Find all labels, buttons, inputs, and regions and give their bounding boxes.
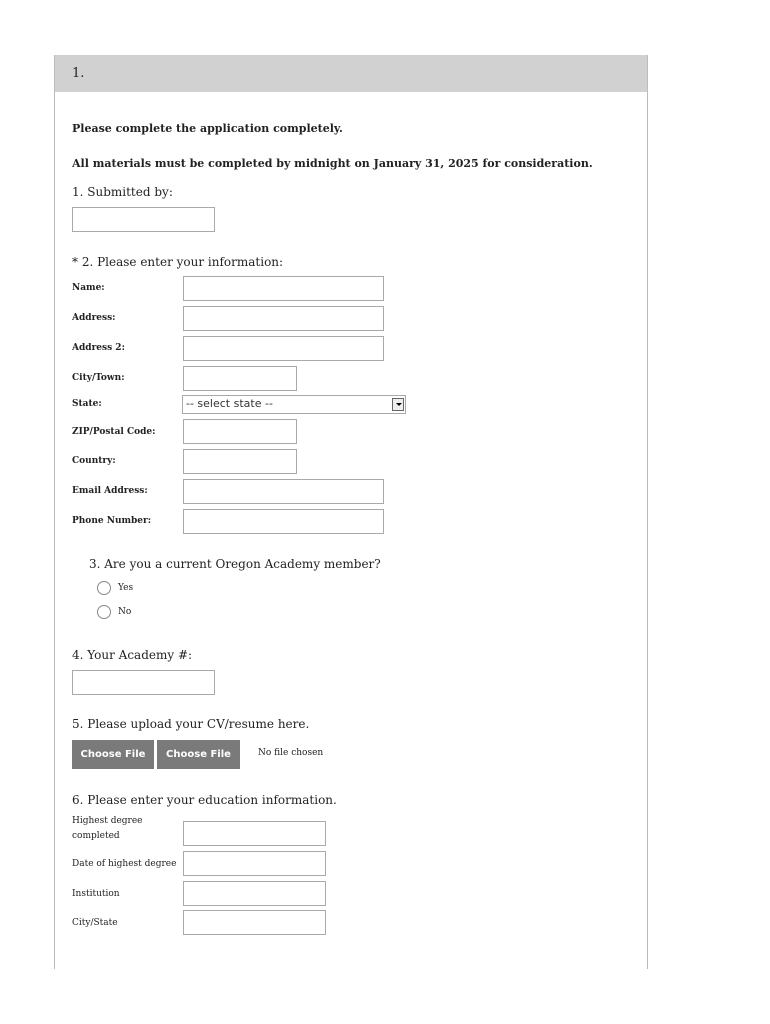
- q6-label: 6. Please enter your education information.: [72, 793, 337, 807]
- page-number: 1.: [72, 66, 85, 81]
- file-status: No file chosen: [258, 748, 324, 758]
- q2-label: * 2. Please enter your information:: [72, 255, 284, 269]
- institution-label: Institution: [72, 889, 120, 899]
- name-label: Name:: [72, 283, 105, 293]
- country-input[interactable]: [183, 449, 297, 474]
- zip-input[interactable]: [183, 419, 297, 444]
- degree-label: Highest degree completed: [72, 816, 143, 841]
- name-input[interactable]: [183, 276, 384, 301]
- phone-label: Phone Number:: [72, 516, 152, 526]
- member-yes-radio[interactable]: [97, 581, 111, 595]
- email-label: Email Address:: [72, 486, 148, 496]
- address2-label: Address 2:: [72, 343, 125, 353]
- country-label: Country:: [72, 456, 116, 466]
- q1-label: 1. Submitted by:: [72, 185, 173, 199]
- intro-line-2: All materials must be completed by midnight on January 31, 2025 for consideration.: [72, 157, 593, 170]
- city-label: City/Town:: [72, 373, 125, 383]
- state-select-value: -- select state --: [186, 397, 273, 410]
- choose-file-button-2[interactable]: Choose File: [157, 740, 240, 769]
- phone-input[interactable]: [183, 509, 384, 534]
- chevron-down-icon[interactable]: [392, 398, 404, 411]
- state-label: State:: [72, 399, 102, 409]
- degree-date-input[interactable]: [183, 851, 326, 876]
- institution-input[interactable]: [183, 881, 326, 906]
- submitted-by-input[interactable]: [72, 207, 215, 232]
- member-no-label: No: [118, 607, 132, 617]
- zip-label: ZIP/Postal Code:: [72, 427, 156, 437]
- member-yes-label: Yes: [118, 583, 134, 593]
- intro-line-1: Please complete the application completely.: [72, 122, 343, 135]
- edu-city-state-input[interactable]: [183, 910, 326, 935]
- edu-city-state-label: City/State: [72, 918, 118, 928]
- email-input[interactable]: [183, 479, 384, 504]
- address-input[interactable]: [183, 306, 384, 331]
- choose-file-button-1[interactable]: Choose File: [72, 740, 154, 769]
- page-header: [55, 55, 647, 92]
- degree-input[interactable]: [183, 821, 326, 846]
- member-no-radio[interactable]: [97, 605, 111, 619]
- degree-date-label: Date of highest degree: [72, 859, 177, 869]
- state-select[interactable]: [182, 395, 406, 414]
- q5-label: 5. Please upload your CV/resume here.: [72, 717, 310, 731]
- q4-label: 4. Your Academy #:: [72, 648, 193, 662]
- academy-number-input[interactable]: [72, 670, 215, 695]
- q3-label: 3. Are you a current Oregon Academy member?: [89, 557, 381, 571]
- address2-input[interactable]: [183, 336, 384, 361]
- address-label: Address:: [72, 313, 116, 323]
- city-input[interactable]: [183, 366, 297, 391]
